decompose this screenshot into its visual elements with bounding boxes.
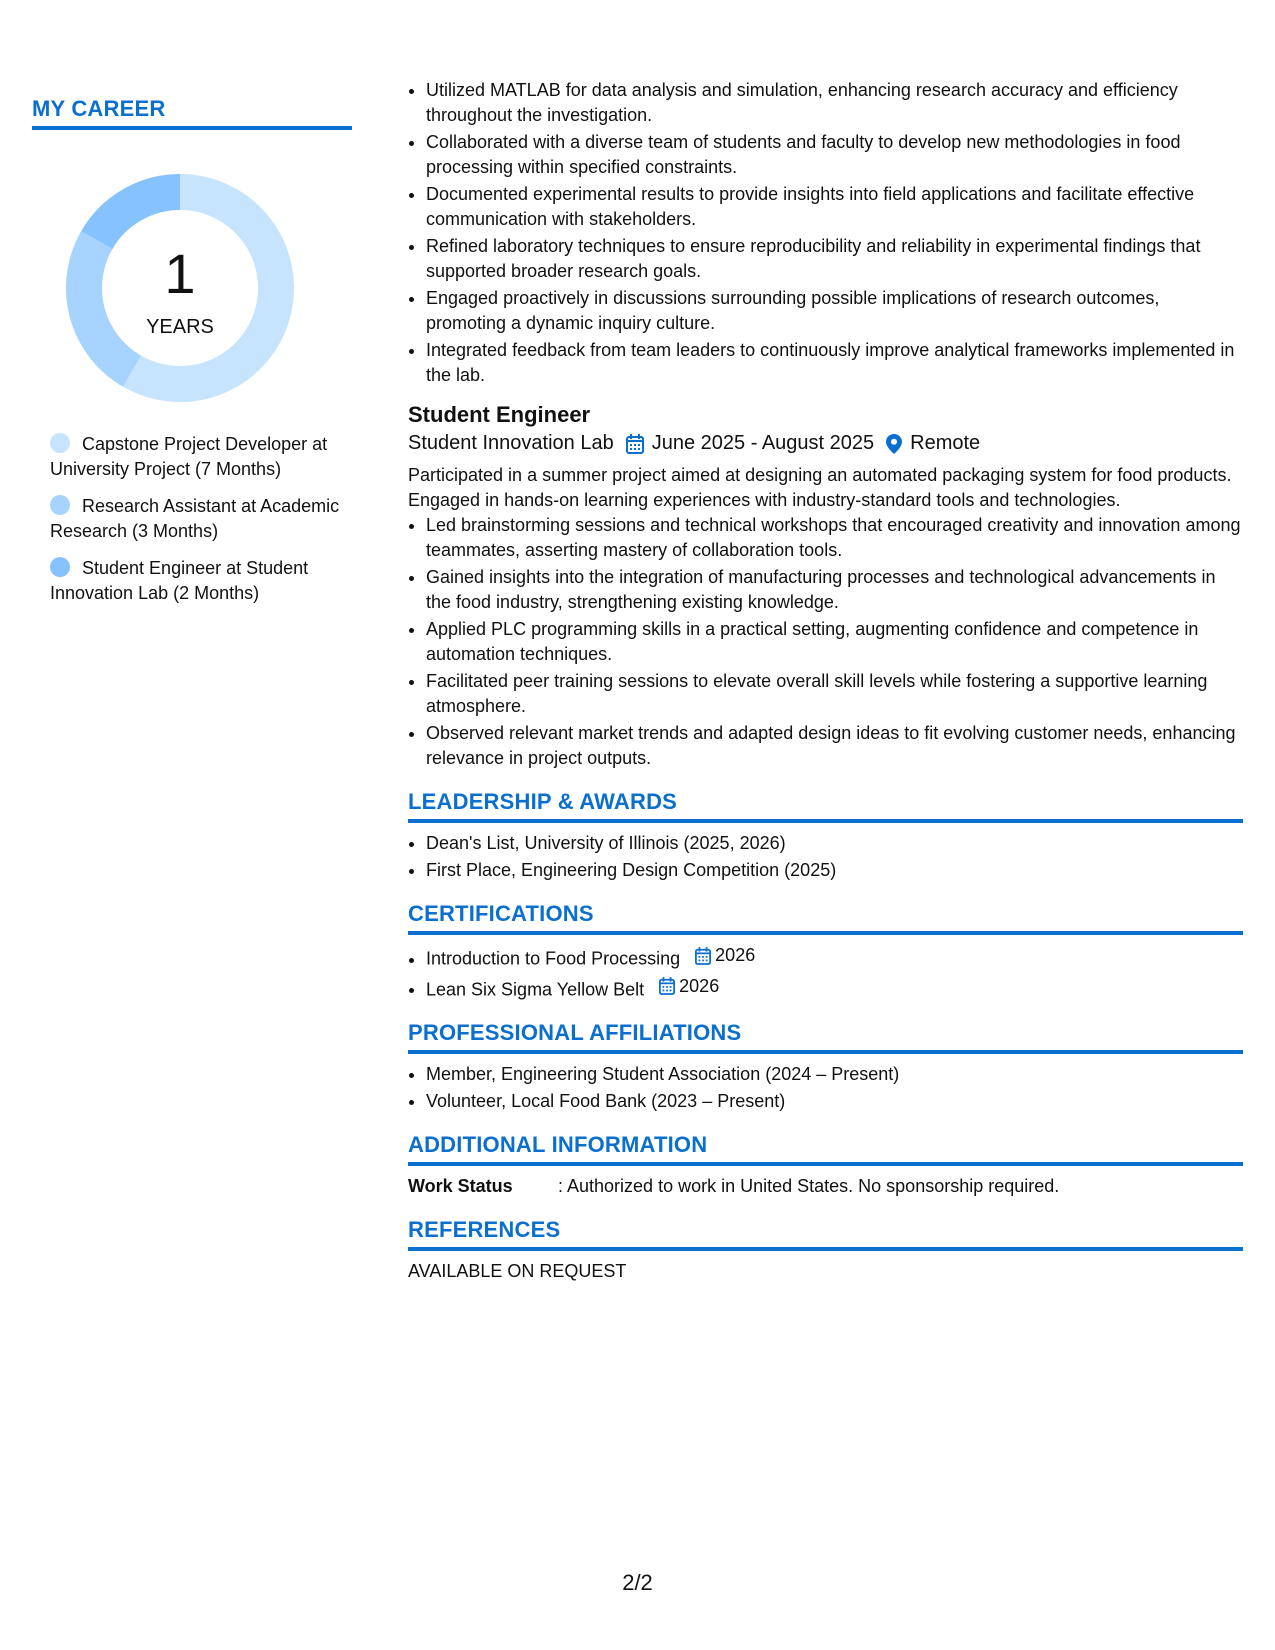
cert-date (695, 943, 755, 968)
certifications-list (408, 943, 1243, 1002)
legend-dot (50, 433, 70, 453)
job-location: Remote (910, 432, 981, 454)
leadership-list (408, 831, 1243, 883)
legend-label: Research Assistant at Academic Research (3 Months) (50, 496, 340, 541)
career-legend (32, 432, 352, 606)
list-item: • Refined laboratory techniques to ensure reproducibility and reliability in experimental findings that supported broader research goals. (426, 234, 1243, 284)
list-item: • Integrated feedback from team leaders to continuously improve analytical frameworks implemented in the lab. (426, 338, 1243, 388)
work-status-value: : Authorized to work in United States. No sponsorship required. (558, 1176, 1060, 1196)
page-number: 2/2 (622, 1570, 653, 1595)
calendar-icon (659, 977, 675, 995)
job-title: Student Engineer (408, 402, 591, 427)
calendar-icon (626, 434, 644, 454)
list-item: • Engaged proactively in discussions surrounding possible implications of research outcomes, promoting a dynamic inquiry culture. (426, 286, 1243, 336)
career-title: MY CAREER (32, 96, 352, 130)
leadership-section (408, 789, 1243, 883)
additional-section (408, 1132, 1243, 1199)
legend-item (50, 432, 340, 482)
career-donut (66, 174, 294, 402)
job-dates: June 2025 - August 2025 (651, 432, 875, 454)
references-section (408, 1217, 1243, 1284)
job-company: Student Innovation Lab (408, 432, 614, 454)
additional-title: ADDITIONAL INFORMATION (408, 1132, 1243, 1166)
cert-name: Lean Six Sigma Yellow Belt (426, 979, 645, 999)
list-item (426, 943, 1243, 972)
right-column (408, 78, 1243, 1284)
calendar-icon (695, 947, 711, 965)
location-pin-icon (886, 434, 902, 454)
career-total-number: 1 (164, 242, 196, 305)
list-item: • Observed relevant market trends and adapted design ideas to fit evolving customer needs, enhancing relevance in project outputs. (426, 721, 1243, 771)
list-item: • Led brainstorming sessions and technical workshops that encouraged creativity and innovation among teammates, asserting mastery of collaboration tools. (426, 513, 1243, 563)
list-item: • Collaborated with a diverse team of students and faculty to develop new methodologies in food processing within specified constraints. (426, 130, 1243, 180)
work-status-key: Work Status (408, 1176, 513, 1196)
cert-name: Introduction to Food Processing (426, 948, 681, 969)
references-text: AVAILABLE ON REQUEST (408, 1261, 627, 1281)
work-status-row (408, 1174, 1243, 1199)
career-total-unit: YEARS (146, 316, 214, 338)
list-item: • Member, Engineering Student Association (2024 – Present) (426, 1062, 1243, 1087)
certifications-title: CERTIFICATIONS (408, 901, 1243, 935)
legend-item (50, 556, 340, 606)
list-item: • Facilitated peer training sessions to elevate overall skill levels while fostering a supportive learning atmosphere. (426, 669, 1243, 719)
list-item: • Applied PLC programming skills in a practical setting, augmenting confidence and competence in automation techniques. (426, 617, 1243, 667)
certifications-section (408, 901, 1243, 1002)
list-item (426, 974, 1243, 1003)
cert-date (659, 974, 719, 999)
legend-dot (50, 495, 70, 515)
cert-year: 2026 (715, 945, 756, 965)
list-item: • Utilized MATLAB for data analysis and simulation, enhancing research accuracy and efficiency throughout the investigation. (426, 78, 1243, 128)
list-item: • First Place, Engineering Design Competition (2025) (426, 858, 1243, 883)
donut-segment-3 (97, 192, 180, 240)
list-item: • Documented experimental results to provide insights into field applications and facilitate effective communication with stakeholders. (426, 182, 1243, 232)
affiliations-section (408, 1020, 1243, 1114)
references-title: REFERENCES (408, 1217, 1243, 1251)
job-bullets (408, 513, 1243, 771)
legend-label: Capstone Project Developer at University Project (7 Months) (50, 434, 328, 479)
job-meta (408, 432, 1243, 455)
previous-job-bullets (408, 78, 1243, 388)
legend-dot (50, 557, 70, 577)
leadership-title: LEADERSHIP & AWARDS (408, 789, 1243, 823)
list-item: • Dean's List, University of Illinois (2025, 2026) (426, 831, 1243, 856)
left-column (32, 96, 352, 618)
legend-item (50, 494, 340, 544)
job-description: Participated in a summer project aimed at designing an automated packaging system for food products. Engaged in hands-on learning experiences with industry-standard tools and technologies. (408, 465, 1232, 510)
legend-label: Student Engineer at Student Innovation Lab (2 Months) (50, 558, 309, 603)
list-item: • Gained insights into the integration of manufacturing processes and technological advancements in the food industry, strengthening existing knowledge. (426, 565, 1243, 615)
list-item: • Volunteer, Local Food Bank (2023 – Present) (426, 1089, 1243, 1114)
affiliations-title: PROFESSIONAL AFFILIATIONS (408, 1020, 1243, 1054)
affiliations-list (408, 1062, 1243, 1114)
cert-year: 2026 (679, 975, 720, 996)
